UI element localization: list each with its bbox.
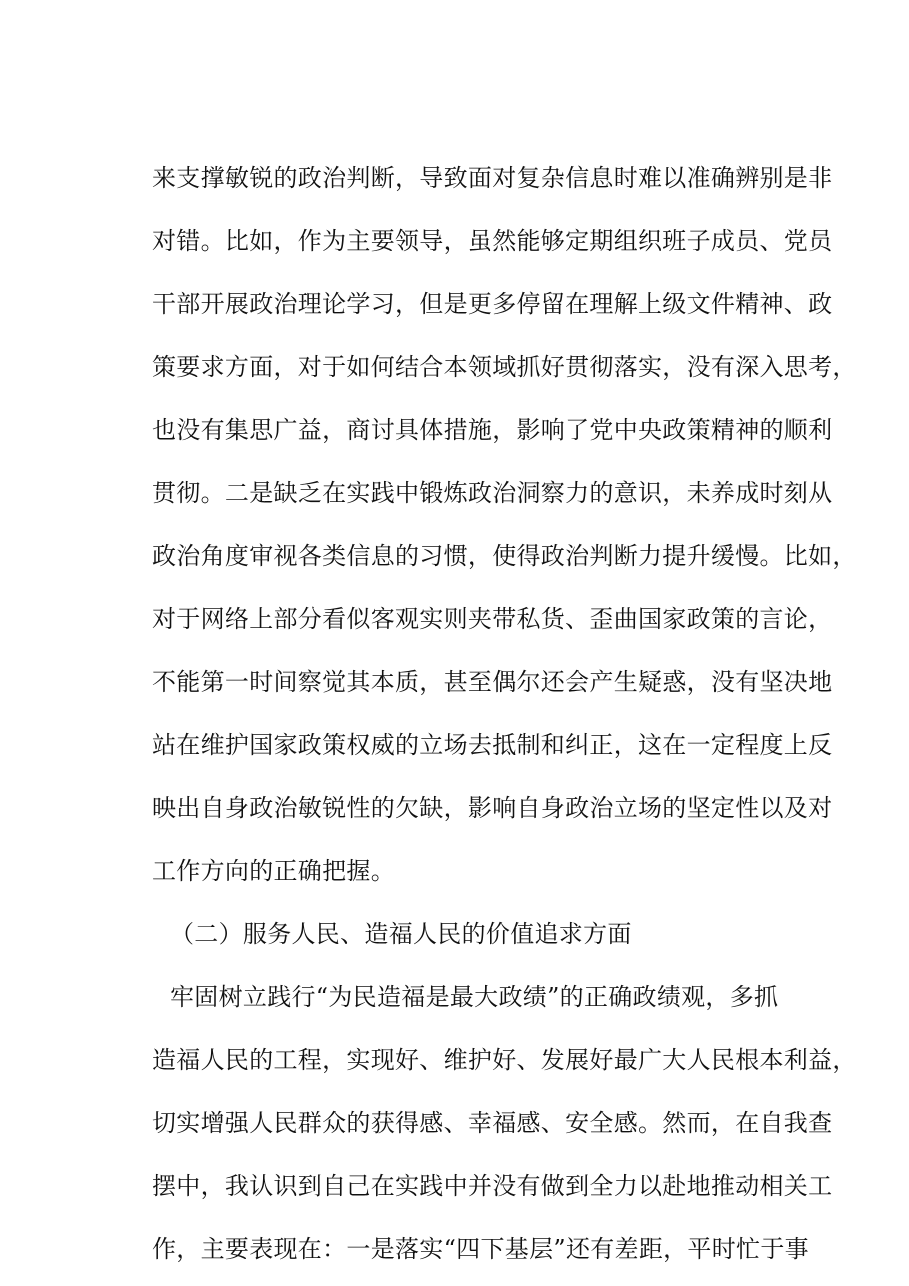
- body-text-line: 切实增强人民群众的获得感、幸福感、安全感。然而，在自我查: [152, 1109, 833, 1137]
- body-text-line: 政治角度审视各类信息的习惯，使得政治判断力提升缓慢。比如，: [152, 542, 857, 570]
- body-text-line: 也没有集思广益，商讨具体措施，影响了党中央政策精神的顺利: [152, 416, 833, 444]
- body-text-line: 牢固树立践行“为民造福是最大政绩”的正确政绩观，多抓: [170, 983, 779, 1011]
- body-text-line: 造福人民的工程，实现好、维护好、发展好最广大人民根本利益，: [152, 1046, 857, 1074]
- body-text-line: 贯彻。二是缺乏在实践中锻炼政治洞察力的意识，未养成时刻从: [152, 479, 833, 507]
- body-text-line: 对错。比如，作为主要领导，虽然能够定期组织班子成员、党员: [152, 227, 833, 255]
- body-text-line: 作，主要表现在：一是落实“四下基层”还有差距，平时忙于事: [152, 1235, 809, 1263]
- body-text-line: 工作方向的正确把握。: [152, 857, 395, 885]
- body-text-line: 对于网络上部分看似客观实则夹带私货、歪曲国家政策的言论，: [152, 605, 833, 633]
- body-text-line: 干部开展政治理论学习，但是更多停留在理解上级文件精神、政: [152, 290, 833, 318]
- section-heading: （二）服务人民、造福人民的价值追求方面: [170, 920, 632, 948]
- body-text-line: 策要求方面，对于如何结合本领域抓好贯彻落实，没有深入思考，: [152, 353, 857, 381]
- body-text-line: 摆中，我认识到自己在实践中并没有做到全力以赴地推动相关工: [152, 1172, 833, 1200]
- body-text-line: 不能第一时间察觉其本质，甚至偶尔还会产生疑惑，没有坚决地: [152, 668, 833, 696]
- body-text-line: 站在维护国家政策权威的立场去抵制和纠正，这在一定程度上反: [152, 731, 833, 759]
- body-text-line: 映出自身政治敏锐性的欠缺，影响自身政治立场的坚定性以及对: [152, 794, 833, 822]
- body-text-line: 来支撑敏锐的政治判断，导致面对复杂信息时难以准确辨别是非: [152, 164, 833, 192]
